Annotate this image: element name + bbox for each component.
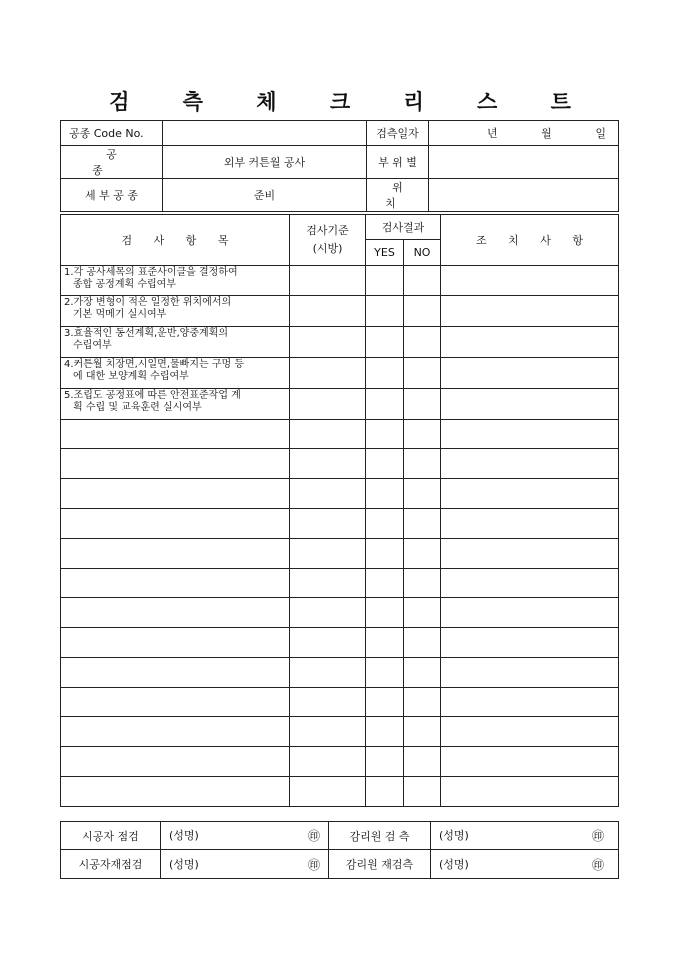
standard-cell[interactable] — [290, 598, 366, 628]
col-standard-line1: 검사기준 — [306, 224, 349, 237]
contractor-inspect-label: 시공자 점검 — [61, 822, 161, 850]
item-cell[interactable] — [61, 569, 290, 598]
standard-cell[interactable] — [290, 389, 366, 420]
action-cell[interactable] — [441, 327, 619, 358]
seal-icon: ㊞ — [307, 829, 320, 843]
date-month: 월 — [541, 127, 552, 140]
standard-cell[interactable] — [290, 420, 366, 449]
action-cell[interactable] — [441, 569, 619, 598]
action-cell[interactable] — [441, 420, 619, 449]
contractor-reinspect-sign[interactable] — [161, 850, 329, 879]
action-cell[interactable] — [441, 449, 619, 479]
col-standard-line2: (시방) — [312, 242, 343, 255]
standard-cell[interactable] — [290, 479, 366, 509]
date-label: 검측일자 — [367, 121, 429, 146]
code-label: 공종 Code No. — [61, 121, 163, 146]
standard-cell[interactable] — [290, 688, 366, 717]
no-cell[interactable] — [404, 266, 441, 296]
yes-cell[interactable] — [366, 449, 404, 479]
item-cell[interactable] — [61, 449, 290, 479]
item-cell[interactable] — [61, 479, 290, 509]
standard-cell[interactable] — [290, 296, 366, 327]
standard-cell[interactable] — [290, 777, 366, 807]
table-row-empty — [61, 658, 619, 688]
yes-cell[interactable] — [366, 509, 404, 539]
seal-icon: ㊞ — [307, 857, 320, 872]
yes-cell[interactable] — [366, 717, 404, 747]
table-row-empty — [61, 449, 619, 479]
item-text: 3.효율적인 동선계획,운반,양중계획의 수립여부 — [61, 327, 290, 358]
name-placeholder: (성명) — [439, 857, 469, 871]
no-cell[interactable] — [404, 777, 441, 807]
table-row-empty — [61, 420, 619, 449]
no-cell[interactable] — [404, 628, 441, 658]
supervisor-reinspect-label: 감리원 재검측 — [329, 850, 431, 879]
item-text: 4.커튼월 치장면,시일면,물빠지는 구멍 등 에 대한 보양계획 수립여부 — [61, 358, 290, 389]
work-value[interactable]: 외부 커튼월 공사 — [163, 146, 367, 179]
checklist-table — [60, 214, 619, 807]
action-cell[interactable] — [441, 688, 619, 717]
location-label: 위 치 — [367, 179, 429, 212]
standard-cell[interactable] — [290, 358, 366, 389]
no-cell[interactable] — [404, 569, 441, 598]
name-placeholder: (성명) — [439, 829, 469, 842]
table-row — [61, 327, 619, 358]
action-cell[interactable] — [441, 747, 619, 777]
no-cell[interactable] — [404, 358, 441, 389]
action-cell[interactable] — [441, 658, 619, 688]
item-cell[interactable] — [61, 539, 290, 569]
yes-cell[interactable] — [366, 688, 404, 717]
col-item-header: 검 사 항 목 — [61, 215, 290, 266]
work-label: 공 종 — [61, 146, 163, 179]
table-row-empty — [61, 628, 619, 658]
supervisor-reinspect-sign[interactable] — [431, 850, 619, 879]
col-no-header: NO — [404, 240, 441, 266]
yes-cell[interactable] — [366, 658, 404, 688]
item-cell[interactable] — [61, 509, 290, 539]
standard-cell[interactable] — [290, 327, 366, 358]
date-year: 년 — [487, 127, 498, 140]
no-cell[interactable] — [404, 389, 441, 420]
detail-value[interactable]: 준비 — [163, 179, 367, 212]
action-cell[interactable] — [441, 777, 619, 807]
no-cell[interactable] — [404, 658, 441, 688]
standard-cell[interactable] — [290, 449, 366, 479]
action-cell[interactable] — [441, 598, 619, 628]
item-cell[interactable] — [61, 717, 290, 747]
action-cell[interactable] — [441, 509, 619, 539]
table-row-empty — [61, 598, 619, 628]
yes-cell[interactable] — [366, 569, 404, 598]
standard-cell[interactable] — [290, 658, 366, 688]
yes-cell[interactable] — [366, 777, 404, 807]
standard-cell[interactable] — [290, 569, 366, 598]
standard-cell[interactable] — [290, 509, 366, 539]
no-cell[interactable] — [404, 296, 441, 327]
supervisor-inspect-sign[interactable] — [431, 822, 619, 850]
table-row — [61, 358, 619, 389]
yes-cell[interactable] — [366, 266, 404, 296]
action-cell[interactable] — [441, 479, 619, 509]
no-cell[interactable] — [404, 747, 441, 777]
table-row-empty — [61, 569, 619, 598]
yes-cell[interactable] — [366, 539, 404, 569]
table-row — [61, 389, 619, 420]
signature-table — [60, 821, 619, 879]
yes-cell[interactable] — [366, 358, 404, 389]
location-value[interactable] — [429, 179, 619, 212]
action-cell[interactable] — [441, 717, 619, 747]
no-cell[interactable] — [404, 327, 441, 358]
seal-icon: ㊞ — [591, 857, 604, 872]
col-result-header: 검사결과 — [366, 215, 441, 240]
date-value[interactable] — [429, 121, 619, 146]
part-label: 부 위 별 — [367, 146, 429, 179]
col-action-header: 조 치 사 항 — [441, 215, 619, 266]
table-row-empty — [61, 509, 619, 539]
no-cell[interactable] — [404, 598, 441, 628]
item-cell[interactable] — [61, 658, 290, 688]
standard-cell[interactable] — [290, 717, 366, 747]
item-text: 2.가장 변형이 적은 일정한 위치에서의 기본 먹메기 실시여부 — [61, 296, 290, 327]
table-row-empty — [61, 688, 619, 717]
yes-cell[interactable] — [366, 747, 404, 777]
item-cell[interactable] — [61, 777, 290, 807]
yes-cell[interactable] — [366, 389, 404, 420]
no-cell[interactable] — [404, 717, 441, 747]
standard-cell[interactable] — [290, 266, 366, 296]
standard-cell[interactable] — [290, 628, 366, 658]
no-cell[interactable] — [404, 420, 441, 449]
item-cell[interactable] — [61, 628, 290, 658]
col-yes-header: YES — [366, 240, 404, 266]
item-cell[interactable] — [61, 420, 290, 449]
action-cell[interactable] — [441, 296, 619, 327]
action-cell[interactable] — [441, 358, 619, 389]
yes-cell[interactable] — [366, 479, 404, 509]
no-cell[interactable] — [404, 688, 441, 717]
action-cell[interactable] — [441, 628, 619, 658]
action-cell[interactable] — [441, 266, 619, 296]
table-row — [61, 296, 619, 327]
seal-icon: ㊞ — [591, 829, 604, 843]
table-row-empty — [61, 747, 619, 777]
yes-cell[interactable] — [366, 598, 404, 628]
item-cell[interactable] — [61, 598, 290, 628]
item-cell[interactable] — [61, 688, 290, 717]
date-day: 일 — [595, 127, 606, 140]
yes-cell[interactable] — [366, 327, 404, 358]
table-row-empty — [61, 777, 619, 807]
yes-cell[interactable] — [366, 420, 404, 449]
standard-cell[interactable] — [290, 539, 366, 569]
standard-cell[interactable] — [290, 747, 366, 777]
supervisor-inspect-label: 감리원 검 측 — [329, 822, 431, 850]
document-title: 검 측 체 크 리 스 트 — [109, 89, 594, 114]
header-table — [60, 120, 619, 212]
yes-cell[interactable] — [366, 628, 404, 658]
item-cell[interactable] — [61, 747, 290, 777]
col-standard-header — [290, 215, 366, 266]
table-row-empty — [61, 717, 619, 747]
table-row-empty — [61, 479, 619, 509]
contractor-inspect-sign[interactable] — [161, 822, 329, 850]
item-text: 1.각 공사세목의 표준사이클을 결정하여 종합 공정계획 수립여부 — [61, 266, 290, 296]
yes-cell[interactable] — [366, 296, 404, 327]
table-row-empty — [61, 539, 619, 569]
no-cell[interactable] — [404, 539, 441, 569]
detail-label: 세 부 공 종 — [61, 179, 163, 212]
contractor-reinspect-label: 시공자재점검 — [61, 850, 161, 879]
table-row — [61, 266, 619, 296]
part-value[interactable] — [429, 146, 619, 179]
no-cell[interactable] — [404, 479, 441, 509]
action-cell[interactable] — [441, 539, 619, 569]
code-value[interactable] — [163, 121, 367, 146]
action-cell[interactable] — [441, 389, 619, 420]
no-cell[interactable] — [404, 449, 441, 479]
name-placeholder: (성명) — [169, 857, 199, 871]
item-text: 5.조립도 공정표에 따른 안전표준작업 계 획 수립 및 교육훈련 실시여부 — [61, 389, 290, 420]
name-placeholder: (성명) — [169, 829, 199, 842]
no-cell[interactable] — [404, 509, 441, 539]
